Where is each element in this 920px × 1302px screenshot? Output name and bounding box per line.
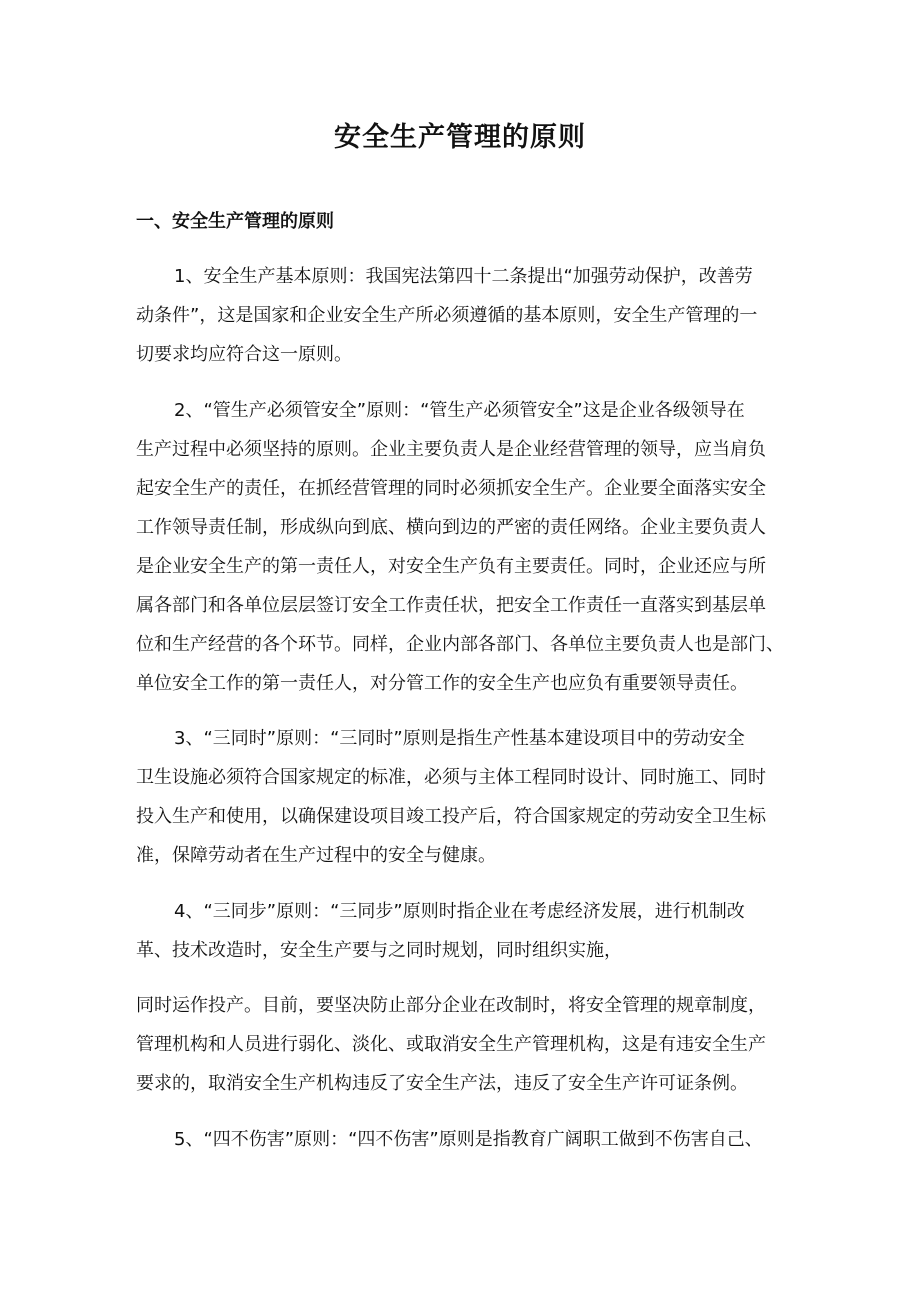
- text-line: 是企业安全生产的第一责任人，对安全生产负有主要责任。同时，企业还应与所: [136, 556, 766, 577]
- section-heading: 一、安全生产管理的原则: [136, 211, 334, 232]
- text-line: 卫生设施必须符合国家规定的标准，必须与主体工程同时设计、同时施工、同时: [136, 767, 766, 788]
- document-title: 安全生产管理的原则: [334, 122, 586, 153]
- text-line: 革、技术改造时，安全生产要与之同时规划，同时组织实施，: [136, 940, 622, 961]
- text-line: 生产过程中必须坚持的原则。企业主要负责人是企业经营管理的领导，应当肩负: [136, 439, 766, 460]
- text-line: 投入生产和使用，以确保建设项目竣工投产后，符合国家规定的劳动安全卫生标: [136, 806, 766, 827]
- text-line: 同时运作投产。目前，要坚决防止部分企业在改制时，将安全管理的规章制度，: [136, 995, 766, 1016]
- text-line: 5、“四不伤害”原则：“四不伤害”原则是指教育广阔职工做到不伤害自己、: [174, 1129, 763, 1150]
- text-line: 切要求均应符合这一原则。: [136, 344, 352, 365]
- text-line: 工作领导责任制，形成纵向到底、横向到边的严密的责任网络。企业主要负责人: [136, 517, 766, 538]
- text-line: 单位安全工作的第一责任人，对分管工作的安全生产也应负有重要领导责任。: [136, 673, 748, 694]
- text-line: 4、“三同步”原则：“三同步”原则时指企业在考虑经济发展，进行机制改: [174, 901, 745, 922]
- text-line: 动条件”，这是国家和企业安全生产所必须遵循的基本原则，安全生产管理的一: [136, 305, 758, 326]
- text-line: 管理机构和人员进行弱化、淡化、或取消安全生产管理机构，这是有违安全生产: [136, 1034, 766, 1055]
- text-line: 2、“管生产必须管安全”原则：“管生产必须管安全”这是企业各级领导在: [174, 400, 745, 421]
- text-line: 准，保障劳动者在生产过程中的安全与健康。: [136, 845, 496, 866]
- text-line: 3、“三同时”原则：“三同时”原则是指生产性基本建设项目中的劳动安全: [174, 728, 745, 749]
- text-line: 1、安全生产基本原则：我国宪法第四十二条提出“加强劳动保护，改善劳: [174, 266, 753, 287]
- text-line: 起安全生产的责任，在抓经营管理的同时必须抓安全生产。企业要全面落实安全: [136, 478, 766, 499]
- text-line: 要求的，取消安全生产机构违反了安全生产法，违反了安全生产许可证条例。: [136, 1073, 748, 1094]
- text-line: 位和生产经营的各个环节。同样，企业内部各部门、各单位主要负责人也是部门、: [136, 634, 784, 655]
- text-line: 属各部门和各单位层层签订安全工作责任状，把安全工作责任一直落实到基层单: [136, 595, 766, 616]
